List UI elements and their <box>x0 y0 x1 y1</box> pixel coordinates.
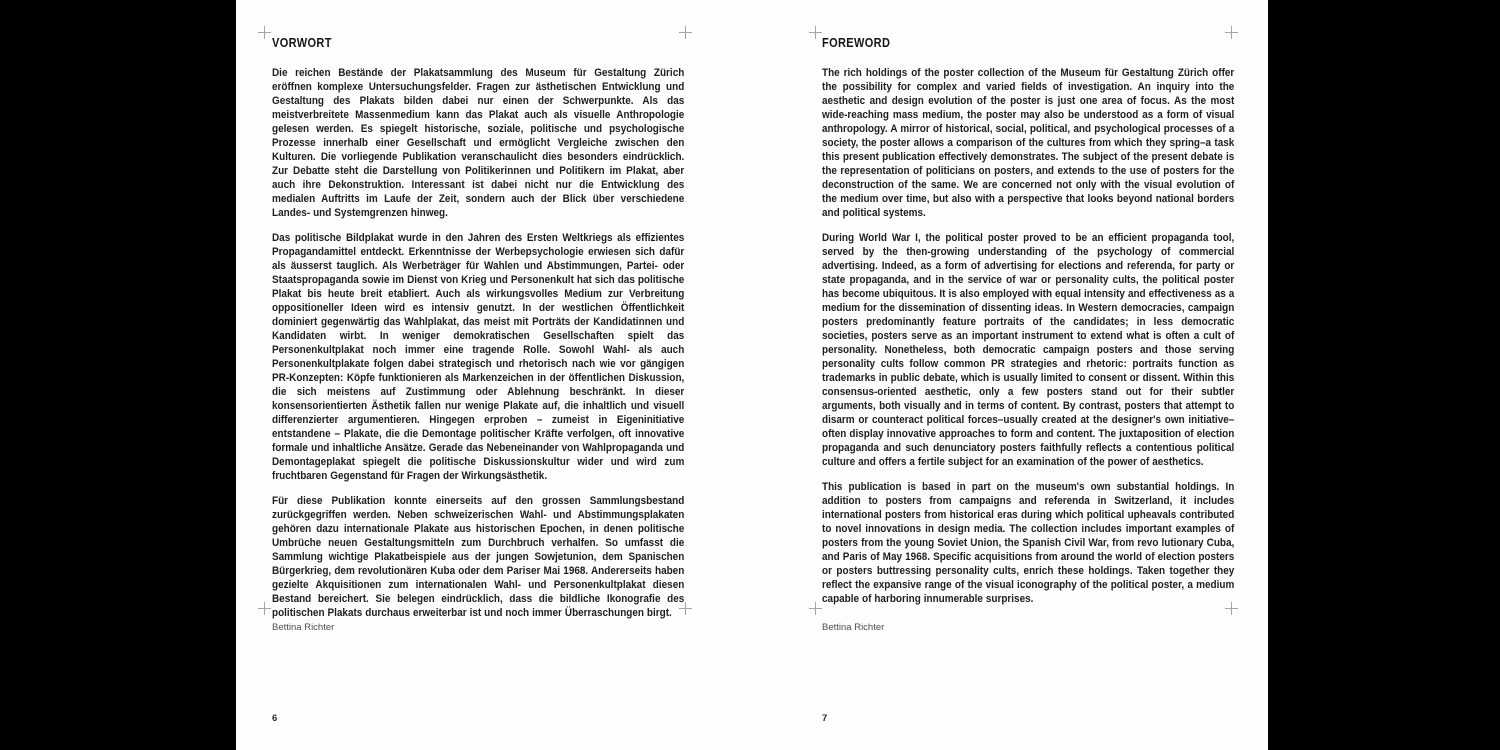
body-paragraph: Die reichen Bestände der Plakatsammlung des Museum für Gestaltung Zürich eröffnen komplexe Untersuchungsfelder. Fragen zur ästhetischen Entwicklung und Gestaltung des Plakats bilden dabei nur einen der Schwerpunkte. Als das meistverbreitete Massenmedium kann das Plakat auch als visuelle Anthropologie gelesen werden. Es spiegelt historische, soziale, politische und psychologische Prozesse innerhalb einer Gesellschaft und ermöglicht Vergleiche zwischen den Kulturen. Die vorliegende Publikation veranschaulicht dies besonders eindrücklich. Zur Debatte steht die Darstellung von Politikerinnen und Politikern im Plakat, aber auch ihre Dekonstruktion. Interessant ist dabei nicht nur die Entwicklung des medialen Auftritts im Laufe der Zeit, sondern auch der Blick über verschiedene Landes- und Systemgrenzen hinweg. <box>272 67 685 219</box>
body-paragraph: Das politische Bildplakat wurde in den Jahren des Ersten Weltkriegs als effizientes Propagandamittel entdeckt. Erkenntnisse der Werbepsychologie erwiesen sich dafür als äusserst tauglich. Als Werbeträger für Wahlen und Abstimmungen, Partei- oder Staatspropaganda sowie im Dienst von Krieg und Personenkult hat sich das politische Plakat bis heute breit etabliert. Auch als wirkungsvolles Medium zur Verbreitung oppositioneller Ideen wird es intensiv genutzt. In der westlichen Öffentlichkeit dominiert gegenwärtig das Wahlplakat, das meist mit Porträts der Kandidatinnen und Kandidaten wirbt. In weniger demokratischen Gesellschaften spielt das Personenkultplakat noch immer eine tragende Rolle. Sowohl Wahl- als auch Personenkultplakate folgen dabei strategisch und rhetorisch nach wie vor gängigen PR-Konzepten: Köpfe funktionieren als Markenzeichen in der öffentlichen Diskussion, die sich meistens auf Zustimmung oder Ablehnung beschränkt. In dieser konsensorientierten Ästhetik fallen nur wenige Plakate auf, die inhaltlich und visuell differenzierter argumentieren. Hingegen erproben – zumeist in Eigeninitiative entstandene – Plakate, die die Demontage politischer Kräfte verfolgen, oft innovative formale und inhaltliche Ansätze. Gerade das Nebeneinander von Wahlpropaganda und Demontageplakat spiegelt die politische Diskussionskultur wider und wird zum fruchtbaren Gegenstand für Fragen der Wirkungsästhetik. <box>272 232 685 482</box>
body-paragraph: Für diese Publikation konnte einerseits auf den grossen Sammlungsbestand zurückgegriffen werden. Neben schweizerischen Wahl- und Abstimmungsplakaten gehören dazu internationale Plakate aus historischen Epochen, in denen politische Umbrüche neuen Gestaltungsmitteln zum Durchbruch verhalfen. So umfasst die Sammlung wichtige Plakatbeispiele aus der jungen Sowjetunion, dem Spanischen Bürgerkrieg, dem revolutionären Kuba oder dem Pariser Mai 1968. Andererseits haben gezielte Akquisitionen zum internationalen Wahl- und Personenkultplakat diesen Bestand bereichert. Sie belegen eindrücklich, dass die bildliche Ikonografie des politischen Plakats durchaus erweiterbar ist und noch immer Überraschungen birgt. <box>272 495 685 619</box>
page-right-foreword <box>752 0 1268 750</box>
text-block <box>272 37 684 620</box>
body-paragraph: During World War I, the political poster proved to be an efficient propaganda tool, served by the then-growing understanding of the psychology of commercial advertising. Indeed, as a form of advertising for elections and referenda, for party or state propaganda, and in the service of war or personality cults, the political poster has become ubiquitous. It is also employed with equal intensity and effectiveness as a medium for the dissemination of dissenting ideas. In Western democracies, campaign posters predominantly feature portraits of the candidates; in less democratic societies, posters serve as an important instrument to extend what is often a cult of personality. Nonetheless, both democratic campaign posters and those serving personality cults follow common PR strategies and rhetoric: portraits function as trademarks in public debate, which is usually limited to consent or dissent. Within this consensus-oriented aesthetic, only a few posters stand out for their subtler arguments, both visually and in terms of content. By contrast, posters that attempt to disarm or counteract political forces–usually created at the designer's own initiative–often display innovative approaches to form and content. The juxtaposition of election propaganda and such denunciatory posters faithfully reflects a contentious political culture and offers a fertile subject for an examination of the power of aesthetics. <box>822 232 1235 468</box>
page-number: 7 <box>822 713 828 724</box>
page-number: 6 <box>272 713 278 724</box>
crop-mark-icon <box>809 602 822 615</box>
crop-mark-icon <box>258 26 271 39</box>
page-heading: FOREWORD <box>822 36 891 50</box>
crop-mark-icon <box>258 602 271 615</box>
author-signature: Bettina Richter <box>822 622 885 633</box>
page-heading: VORWORT <box>272 36 332 50</box>
book-spread <box>236 0 1268 750</box>
crop-mark-icon <box>809 26 822 39</box>
page-left-vorwort <box>236 0 752 750</box>
body-paragraph: The rich holdings of the poster collection of the Museum für Gestaltung Zürich offer the possibility for complex and varied fields of investigation. An inquiry into the aesthetic and design evolution of the poster is just one area of focus. As the most wide-reaching mass medium, the poster may also be understood as a form of visual anthropology. A mirror of historical, social, political, and psychological processes of a society, the poster allows a comparison of the cultures from which they spring–a task this present publication effectively demonstrates. The subject of the present debate is the representation of politicians on posters, and extends to the use of posters for the deconstruction of the same. We are concerned not only with the visual evolution of the medium over time, but also with a perspective that looks beyond national borders and political systems. <box>822 67 1235 219</box>
body-paragraph: This publication is based in part on the museum's own substantial holdings. In addition to posters from campaigns and referenda in Switzerland, it includes international posters from historical eras during which political upheavals contributed to novel innovations in design media. The collection includes important examples of posters from the young Soviet Union, the Spanish Civil War, from revo lutionary Cuba, and Paris of May 1968. Specific acquisitions from around the world of election posters or posters buttressing personality cults, enrich these holdings. Taken together they reflect the expansive range of the visual iconography of the political poster, a medium capable of harboring innumerable surprises. <box>822 481 1235 605</box>
text-block <box>822 37 1234 606</box>
author-signature: Bettina Richter <box>272 622 335 633</box>
